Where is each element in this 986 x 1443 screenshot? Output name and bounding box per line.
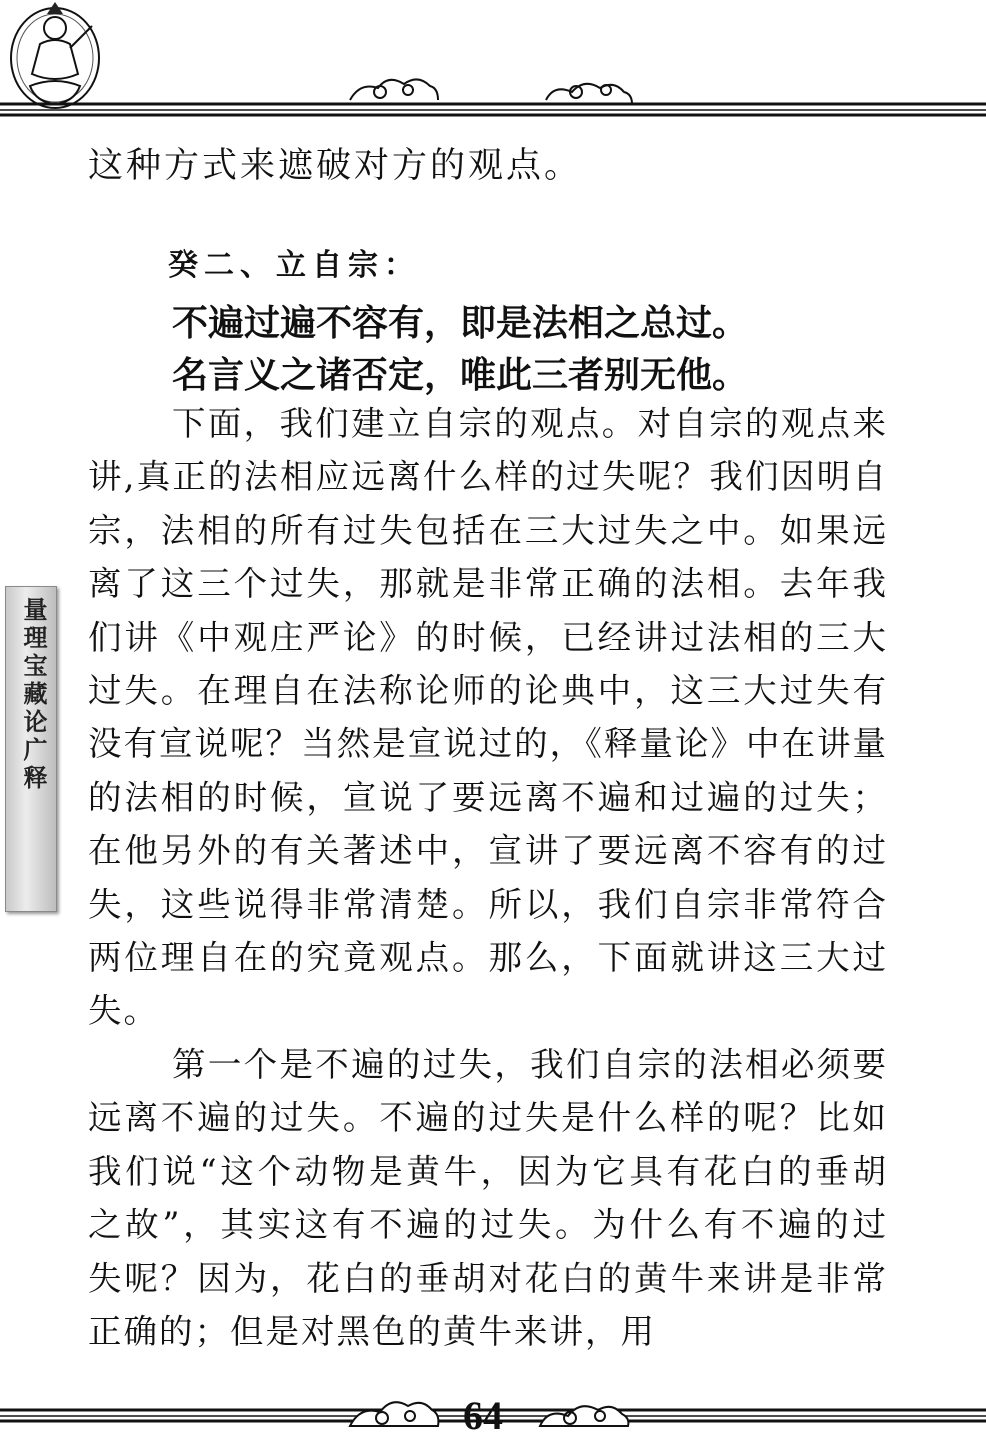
cloud-scroll-right-icon: [546, 84, 632, 104]
cloud-scroll-left-icon: [350, 79, 438, 100]
section-heading: 癸二、立自宗：: [168, 248, 420, 283]
book-title: 量理宝藏论广释: [19, 597, 48, 793]
verse-line: 不遍过遍不容有，即是法相之总过。: [172, 303, 749, 344]
paragraph: 第一个是不遍的过失，我们自宗的法相必须要远离不遍的过失。不遍的过失是什么样的呢？比如我们说“这个动物是黄牛，因为它具有花白的垂胡之故”，其实这有不遍的过失。为什么有不遍的过失呢？因为，花白的垂胡对花白的黄牛来讲是非常正确的；但是对黑色的黄牛来讲，用: [88, 1044, 888, 1351]
paragraph: 下面，我们建立自宗的观点。对自宗的观点来讲,真正的法相应远离什么样的过失呢？我们因明自宗，法相的所有过失包括在三大过失之中。如果远离了这三个过失，那就是非常正确的法相。去年我们讲《中观庄严论》的时候，已经讲过法相的三大过失。在理自在法称论师的论典中，这三大过失有没有宣说呢？当然是宣说过的，《释量论》中在讲量的法相的时候，宣说了要远离不遍和过遍的过失；在他另外的有关著述中，宣讲了要远离不容有的过失，这些说得非常清楚。所以，我们自宗非常符合两位理自在的究竟观点。那么，下面就讲这三大过失。: [88, 404, 888, 1031]
body-text: [88, 397, 888, 1358]
page-header: [0, 0, 986, 130]
deity-figure-icon: [0, 0, 110, 112]
cloud-scroll-left-icon: [350, 1402, 438, 1426]
verse-line: 名言义之诸否定，唯此三者别无他。: [172, 355, 749, 396]
book-title-side-tab: [5, 586, 57, 912]
page-number: 64: [463, 1393, 503, 1438]
header-border-lines: [0, 0, 986, 130]
continued-text: 这种方式来遮破对方的观点。: [88, 146, 583, 186]
